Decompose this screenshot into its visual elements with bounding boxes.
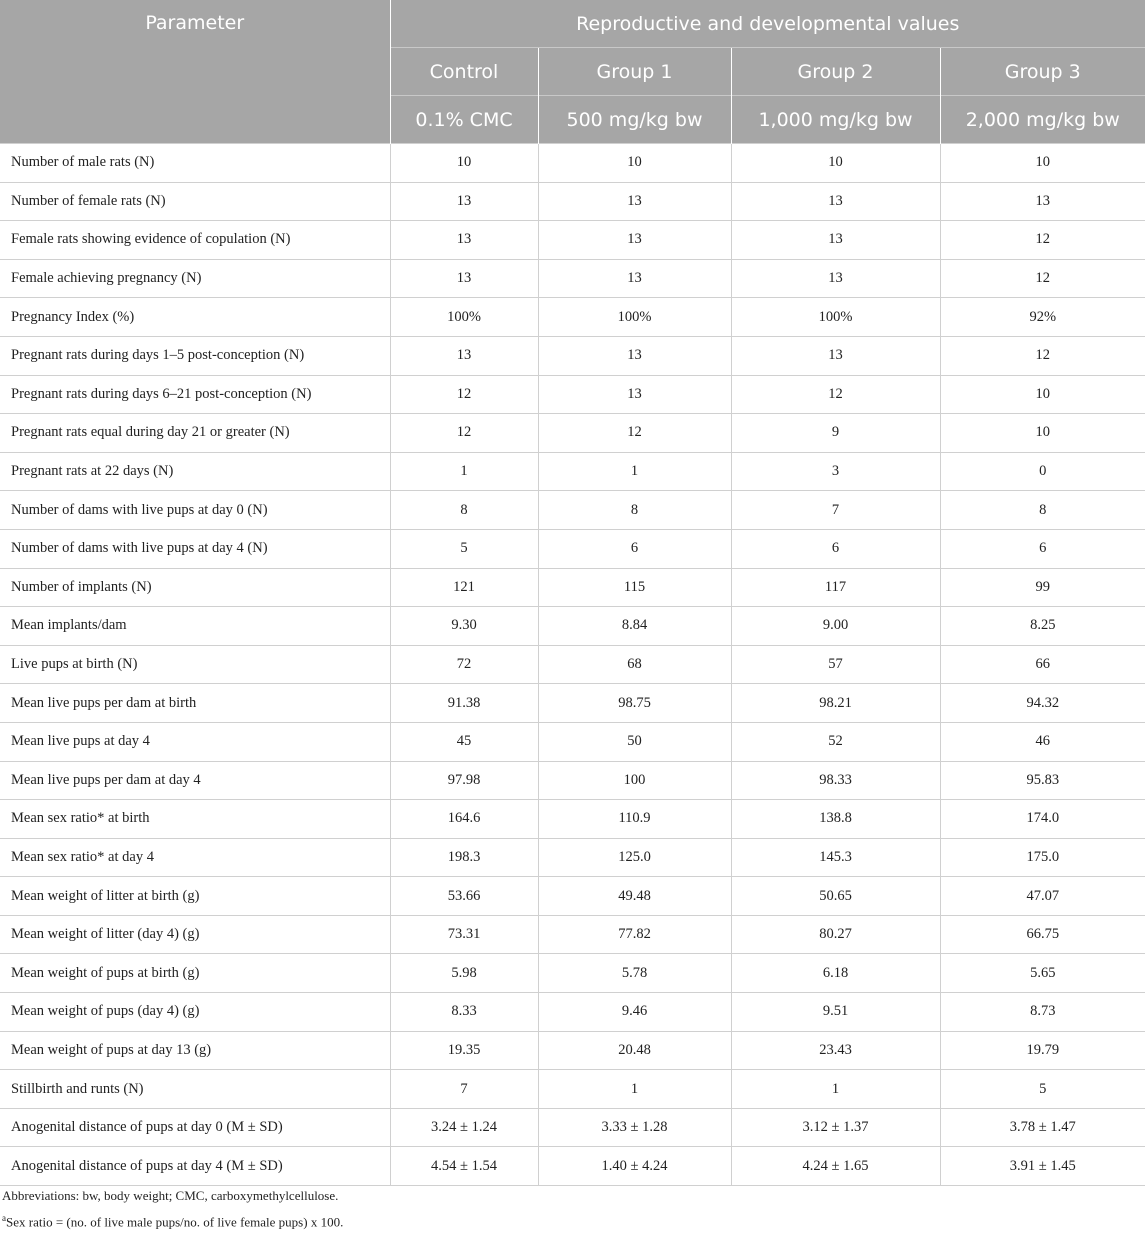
table-cell: 100%: [538, 298, 731, 337]
table-cell: 100: [538, 761, 731, 800]
table-cell: 10: [940, 375, 1145, 414]
table-cell: 6.18: [731, 954, 940, 993]
row-label: Mean implants/dam: [0, 607, 390, 646]
table-cell: 3.78 ± 1.47: [940, 1108, 1145, 1147]
row-label: Female achieving pregnancy (N): [0, 259, 390, 298]
table-cell: 5.78: [538, 954, 731, 993]
table-cell: 1.40 ± 4.24: [538, 1147, 731, 1186]
parameter-header: Parameter: [0, 0, 390, 144]
table-cell: 50: [538, 722, 731, 761]
table-cell: 6: [538, 529, 731, 568]
table-row: [0, 336, 1145, 375]
table-cell: 1: [538, 1070, 731, 1109]
row-label: Female rats showing evidence of copulation (N): [0, 221, 390, 260]
table-row: [0, 915, 1145, 954]
table-cell: 10: [731, 144, 940, 183]
sex-ratio-note: [2, 1207, 343, 1233]
table-cell: 50.65: [731, 877, 940, 916]
table-row: [0, 259, 1145, 298]
table-row: [0, 529, 1145, 568]
table-cell: 47.07: [940, 877, 1145, 916]
table-row: [0, 221, 1145, 260]
table-cell: 100%: [390, 298, 538, 337]
table-row: [0, 144, 1145, 183]
sex-ratio-note-text: Sex ratio = (no. of live male pups/no. of live female pups) x 100.: [6, 1214, 344, 1230]
table-row: [0, 645, 1145, 684]
table-cell: 10: [940, 414, 1145, 453]
table-cell: 13: [390, 336, 538, 375]
table-cell: 3.24 ± 1.24: [390, 1108, 538, 1147]
row-label: Number of male rats (N): [0, 144, 390, 183]
row-label: Number of implants (N): [0, 568, 390, 607]
table-row: [0, 1031, 1145, 1070]
row-label: Mean weight of pups at day 13 (g): [0, 1031, 390, 1070]
table-cell: 66.75: [940, 915, 1145, 954]
row-label: Number of dams with live pups at day 0 (N): [0, 491, 390, 530]
row-label: Mean live pups per dam at day 4: [0, 761, 390, 800]
table-row: [0, 761, 1145, 800]
table-row: [0, 607, 1145, 646]
table-cell: 5.65: [940, 954, 1145, 993]
table-cell: 13: [538, 375, 731, 414]
table-cell: 19.35: [390, 1031, 538, 1070]
table-cell: 12: [731, 375, 940, 414]
table-cell: 175.0: [940, 838, 1145, 877]
table-cell: 77.82: [538, 915, 731, 954]
table-cell: 145.3: [731, 838, 940, 877]
table-cell: 100%: [731, 298, 940, 337]
table-cell: 19.79: [940, 1031, 1145, 1070]
table-cell: 68: [538, 645, 731, 684]
row-label: Pregnant rats equal during day 21 or greater (N): [0, 414, 390, 453]
table-cell: 1: [390, 452, 538, 491]
table-cell: 98.33: [731, 761, 940, 800]
table-cell: 198.3: [390, 838, 538, 877]
table-cell: 73.31: [390, 915, 538, 954]
table-cell: 8.84: [538, 607, 731, 646]
table-cell: 9.51: [731, 993, 940, 1032]
table-row: [0, 1070, 1145, 1109]
table-cell: 13: [940, 182, 1145, 221]
table-cell: 121: [390, 568, 538, 607]
table-cell: 97.98: [390, 761, 538, 800]
table-cell: 3.91 ± 1.45: [940, 1147, 1145, 1186]
dose-header-2: 1,000 mg/kg bw: [731, 96, 940, 144]
table-cell: 12: [940, 336, 1145, 375]
table-cell: 98.75: [538, 684, 731, 723]
table-cell: 8: [538, 491, 731, 530]
table-cell: 95.83: [940, 761, 1145, 800]
table-cell: 13: [731, 182, 940, 221]
table-cell: 3.12 ± 1.37: [731, 1108, 940, 1147]
table-cell: 13: [390, 221, 538, 260]
table-cell: 110.9: [538, 800, 731, 839]
row-label: Anogenital distance of pups at day 4 (M ± SD): [0, 1147, 390, 1186]
table-cell: 13: [538, 221, 731, 260]
row-label: Pregnancy Index (%): [0, 298, 390, 337]
table-cell: 20.48: [538, 1031, 731, 1070]
row-label: Mean weight of pups at birth (g): [0, 954, 390, 993]
table-row: [0, 993, 1145, 1032]
row-label: Stillbirth and runts (N): [0, 1070, 390, 1109]
table-row: [0, 684, 1145, 723]
table-cell: 10: [390, 144, 538, 183]
table-cell: 1: [538, 452, 731, 491]
group-header-control: Control: [390, 48, 538, 96]
row-label: Pregnant rats at 22 days (N): [0, 452, 390, 491]
table-cell: 45: [390, 722, 538, 761]
table-cell: 3: [731, 452, 940, 491]
group-header-1: Group 1: [538, 48, 731, 96]
table-cell: 9.30: [390, 607, 538, 646]
table-cell: 8.73: [940, 993, 1145, 1032]
footnotes: [2, 1185, 343, 1233]
table-cell: 10: [538, 144, 731, 183]
table-cell: 6: [940, 529, 1145, 568]
row-label: Anogenital distance of pups at day 0 (M ± SD): [0, 1108, 390, 1147]
table-cell: 13: [538, 182, 731, 221]
table-cell: 125.0: [538, 838, 731, 877]
table-cell: 13: [538, 336, 731, 375]
table-cell: 99: [940, 568, 1145, 607]
table-cell: 13: [731, 259, 940, 298]
row-label: Pregnant rats during days 1–5 post-conception (N): [0, 336, 390, 375]
table-cell: 164.6: [390, 800, 538, 839]
table-cell: 5.98: [390, 954, 538, 993]
table-cell: 53.66: [390, 877, 538, 916]
table-row: [0, 877, 1145, 916]
row-label: Live pups at birth (N): [0, 645, 390, 684]
row-label: Mean weight of pups (day 4) (g): [0, 993, 390, 1032]
table-cell: 80.27: [731, 915, 940, 954]
table-cell: 9.46: [538, 993, 731, 1032]
table-row: [0, 375, 1145, 414]
table-cell: 72: [390, 645, 538, 684]
table-cell: 6: [731, 529, 940, 568]
row-label: Mean weight of litter at birth (g): [0, 877, 390, 916]
abbreviations-note: Abbreviations: bw, body weight; CMC, carboxymethylcellulose.: [2, 1188, 339, 1203]
table-cell: 174.0: [940, 800, 1145, 839]
table-row: [0, 1147, 1145, 1186]
table-cell: 8.33: [390, 993, 538, 1032]
table-cell: 8: [940, 491, 1145, 530]
table-cell: 5: [940, 1070, 1145, 1109]
table-cell: 94.32: [940, 684, 1145, 723]
table-cell: 49.48: [538, 877, 731, 916]
table-row: [0, 954, 1145, 993]
table-cell: 46: [940, 722, 1145, 761]
table-cell: 9.00: [731, 607, 940, 646]
table-header: [0, 0, 1145, 144]
row-label: Mean live pups per dam at birth: [0, 684, 390, 723]
row-label: Number of dams with live pups at day 4 (N): [0, 529, 390, 568]
table-row: [0, 1108, 1145, 1147]
row-label: Mean weight of litter (day 4) (g): [0, 915, 390, 954]
group-header-3: Group 3: [940, 48, 1145, 96]
table-body: [0, 144, 1145, 1186]
dose-header-1: 500 mg/kg bw: [538, 96, 731, 144]
table-cell: 4.54 ± 1.54: [390, 1147, 538, 1186]
row-label: Mean sex ratio* at day 4: [0, 838, 390, 877]
table-cell: 13: [390, 182, 538, 221]
table-cell: 1: [731, 1070, 940, 1109]
table-cell: 138.8: [731, 800, 940, 839]
table-cell: 13: [538, 259, 731, 298]
table-cell: 91.38: [390, 684, 538, 723]
table-cell: 13: [731, 336, 940, 375]
dose-header-control: 0.1% CMC: [390, 96, 538, 144]
table-cell: 12: [940, 259, 1145, 298]
table-row: [0, 800, 1145, 839]
table-cell: 57: [731, 645, 940, 684]
table-cell: 12: [390, 414, 538, 453]
table-cell: 12: [940, 221, 1145, 260]
table-cell: 8: [390, 491, 538, 530]
row-label: Mean live pups at day 4: [0, 722, 390, 761]
table-cell: 12: [390, 375, 538, 414]
table-cell: 0: [940, 452, 1145, 491]
table-row: [0, 452, 1145, 491]
table-cell: 12: [538, 414, 731, 453]
table-cell: 23.43: [731, 1031, 940, 1070]
table-cell: 7: [390, 1070, 538, 1109]
footnote-marker: a: [2, 1213, 6, 1223]
table-cell: 10: [940, 144, 1145, 183]
group-header-2: Group 2: [731, 48, 940, 96]
table-cell: 117: [731, 568, 940, 607]
row-label: Number of female rats (N): [0, 182, 390, 221]
table-cell: 115: [538, 568, 731, 607]
table-cell: 92%: [940, 298, 1145, 337]
table-cell: 66: [940, 645, 1145, 684]
row-label: Mean sex ratio* at birth: [0, 800, 390, 839]
table-row: [0, 722, 1145, 761]
table-cell: 13: [390, 259, 538, 298]
dose-header-3: 2,000 mg/kg bw: [940, 96, 1145, 144]
table-row: [0, 838, 1145, 877]
table-cell: 9: [731, 414, 940, 453]
table-cell: 52: [731, 722, 940, 761]
table-row: [0, 182, 1145, 221]
table-cell: 3.33 ± 1.28: [538, 1108, 731, 1147]
table-cell: 5: [390, 529, 538, 568]
table-cell: 98.21: [731, 684, 940, 723]
table-row: [0, 568, 1145, 607]
table-row: [0, 491, 1145, 530]
table-row: [0, 298, 1145, 337]
table-cell: 13: [731, 221, 940, 260]
group-title-header: Reproductive and developmental values: [390, 0, 1145, 48]
table-row: [0, 414, 1145, 453]
table-cell: 4.24 ± 1.65: [731, 1147, 940, 1186]
row-label: Pregnant rats during days 6–21 post-conception (N): [0, 375, 390, 414]
table-cell: 8.25: [940, 607, 1145, 646]
table-cell: 7: [731, 491, 940, 530]
